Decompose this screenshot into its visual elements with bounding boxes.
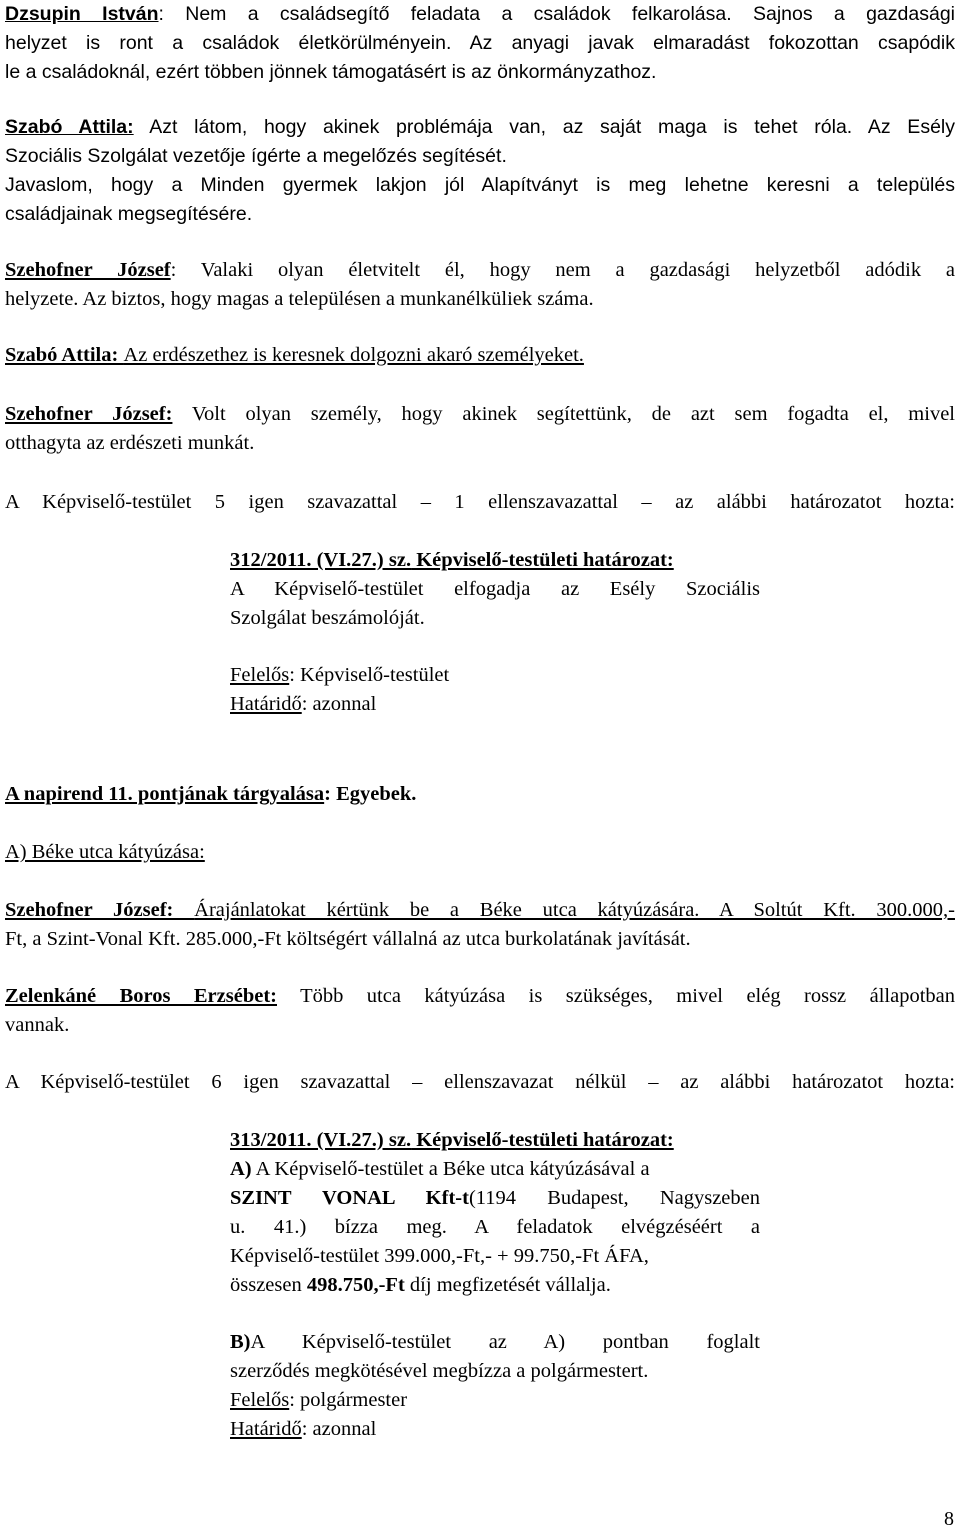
- page-number: 8: [944, 1508, 954, 1530]
- resolution-text: Képviselő-testület 399.000,-Ft,- + 99.750,-Ft ÁFA,: [230, 1245, 649, 1267]
- deadline-line: [230, 1415, 760, 1444]
- speaker-name: Dzsupin István: [5, 3, 159, 25]
- responsible-label: Felelős: [230, 1389, 290, 1411]
- deadline-value: : azonnal: [301, 1418, 377, 1440]
- speaker-name: Zelenkáné Boros Erzsébet:: [5, 985, 277, 1007]
- section-heading: A) Béke utca kátyúzása:: [5, 841, 205, 863]
- agenda-heading: A napirend 11. pontjának tárgyalása: Egyebek.: [5, 783, 417, 805]
- resolution-number: 312/2011. (VI.27.) sz.: [230, 549, 412, 571]
- paragraph-text: : Nem a családsegítő feladata a családok felkarolása. Sajnos a gazdasági: [158, 3, 955, 25]
- resolution-text: (1194 Budapest, Nagyszeben: [468, 1187, 760, 1209]
- paragraph-text: Szociális Szolgálat vezetője ígérte a megelőzés segítését.: [5, 145, 507, 167]
- resolution-text: Szolgálat beszámolóját.: [230, 607, 425, 629]
- point-label: A): [230, 1158, 252, 1180]
- paragraph-szehofner-1: [5, 256, 955, 314]
- paragraph-text: vannak.: [5, 1014, 70, 1036]
- speaker-name: Szabó Attila:: [5, 116, 134, 138]
- total-amount: 498.750,-Ft: [306, 1274, 405, 1296]
- resolution-312: [230, 546, 760, 719]
- paragraph-text: Volt olyan személy, hogy akinek segítettünk, de azt sem fogadta el, mivel: [172, 403, 955, 425]
- vote-statement-1: A Képviselő-testület 5 igen szavazattal – 1 ellenszavazattal – az alábbi határozatot hozta:: [5, 491, 955, 513]
- speaker-name: Szehofner József:: [5, 403, 173, 425]
- deadline-value: : azonnal: [301, 693, 377, 715]
- paragraph-text: : Valaki olyan életvitelt él, hogy nem a gazdasági helyzetből adódik a: [170, 259, 956, 281]
- paragraph-text: Javaslom, hogy a Minden gyermek lakjon jól Alapítványt is meg lehetne keresni a település: [5, 174, 955, 196]
- paragraph-text: családjainak megsegítésére.: [5, 203, 253, 225]
- deadline-label: Határidő: [230, 1418, 302, 1440]
- resolution-313: 313/2011. (VI.27.) sz. Képviselő-testületi határozat: A) A Képviselő-testület a Béke utca kátyúzásával a SZINT VONAL Kft-t(1194 Budapest, Nagyszeben u. 41.) bízza meg. A feladatok elvégzéséért a Képviselő-testület 399.000,-Ft,- + 99.750,-Ft ÁFA, összesen 498.750,-Ft díj megfizetését vállalja. B)A Képviselő-testület az A) pontban foglalt szerződés megkötésével megbízza a polgármestert. Felelős: polgármester Határidő: azonnal: [230, 1126, 760, 1444]
- resolution-text: u. 41.) bízza meg. A feladatok elvégzéséért a: [230, 1216, 760, 1238]
- paragraph-text: Az erdészethez is keresnek dolgozni akaró személyeket.: [123, 344, 584, 366]
- speaker-name: Szehofner József:: [5, 899, 195, 921]
- paragraph-text: Azt látom, hogy akinek problémája van, az saját maga is tehet róla. Az Esély: [133, 116, 955, 138]
- responsible-value: : polgármester: [289, 1389, 408, 1411]
- paragraph-szabo-1: [5, 113, 955, 229]
- paragraph-text: Több utca kátyúzása is szükséges, mivel elég rossz állapotban: [277, 985, 955, 1007]
- speaker-name: Szabó Attila:: [5, 344, 124, 366]
- resolution-text: A Képviselő-testület elfogadja az Esély Szociális: [230, 578, 760, 600]
- resolution-text: A Képviselő-testület a Béke utca kátyúzásával a: [251, 1158, 650, 1180]
- deadline-line: [230, 690, 760, 719]
- resolution-title: Képviselő-testületi határozat:: [411, 549, 674, 571]
- contractor-name: SZINT VONAL Kft-t: [230, 1187, 469, 1209]
- responsible-line: [230, 1386, 760, 1415]
- paragraph-text: otthagyta az erdészeti munkát.: [5, 432, 255, 454]
- paragraph-text: helyzete. Az biztos, hogy magas a településen a munkanélküliek száma.: [5, 288, 594, 310]
- speaker-name: Szehofner József: [5, 259, 171, 281]
- paragraph-text: helyzet is ront a családok életkörülményein. Az anyagi javak elmaradást fokozottan csapódik: [5, 32, 955, 54]
- point-label: B): [230, 1331, 251, 1353]
- responsible-value: : Képviselő-testület: [289, 664, 450, 686]
- paragraph-text: Árajánlatokat kértünk be a Béke utca kátyúzására. A Soltút Kft. 300.000,-: [194, 899, 955, 921]
- resolution-title: Képviselő-testületi határozat:: [411, 1129, 674, 1151]
- paragraph-text: Ft, a Szint-Vonal Kft. 285.000,-Ft költségért vállalná az utca burkolatának javítását.: [5, 928, 691, 950]
- resolution-text: szerződés megkötésével megbízza a polgármestert.: [230, 1360, 649, 1382]
- paragraph-szabo-2: [5, 341, 955, 370]
- responsible-line: [230, 661, 760, 690]
- vote-statement-2: A Képviselő-testület 6 igen szavazattal – ellenszavazat nélkül – az alábbi határozatot hozta:: [5, 1071, 955, 1093]
- paragraph-szehofner-2: [5, 400, 955, 458]
- paragraph-szehofner-3: [5, 896, 955, 954]
- responsible-label: Felelős: [230, 664, 290, 686]
- resolution-text: A Képviselő-testület az A) pontban foglalt: [250, 1331, 760, 1353]
- resolution-number: 313/2011. (VI.27.) sz.: [230, 1129, 412, 1151]
- paragraph-dzsupin: [5, 0, 955, 87]
- paragraph-zelenkane: [5, 982, 955, 1040]
- deadline-label: Határidő: [230, 693, 302, 715]
- paragraph-text: le a családoknál, ezért többen jönnek támogatásért is az önkormányzathoz.: [5, 61, 657, 83]
